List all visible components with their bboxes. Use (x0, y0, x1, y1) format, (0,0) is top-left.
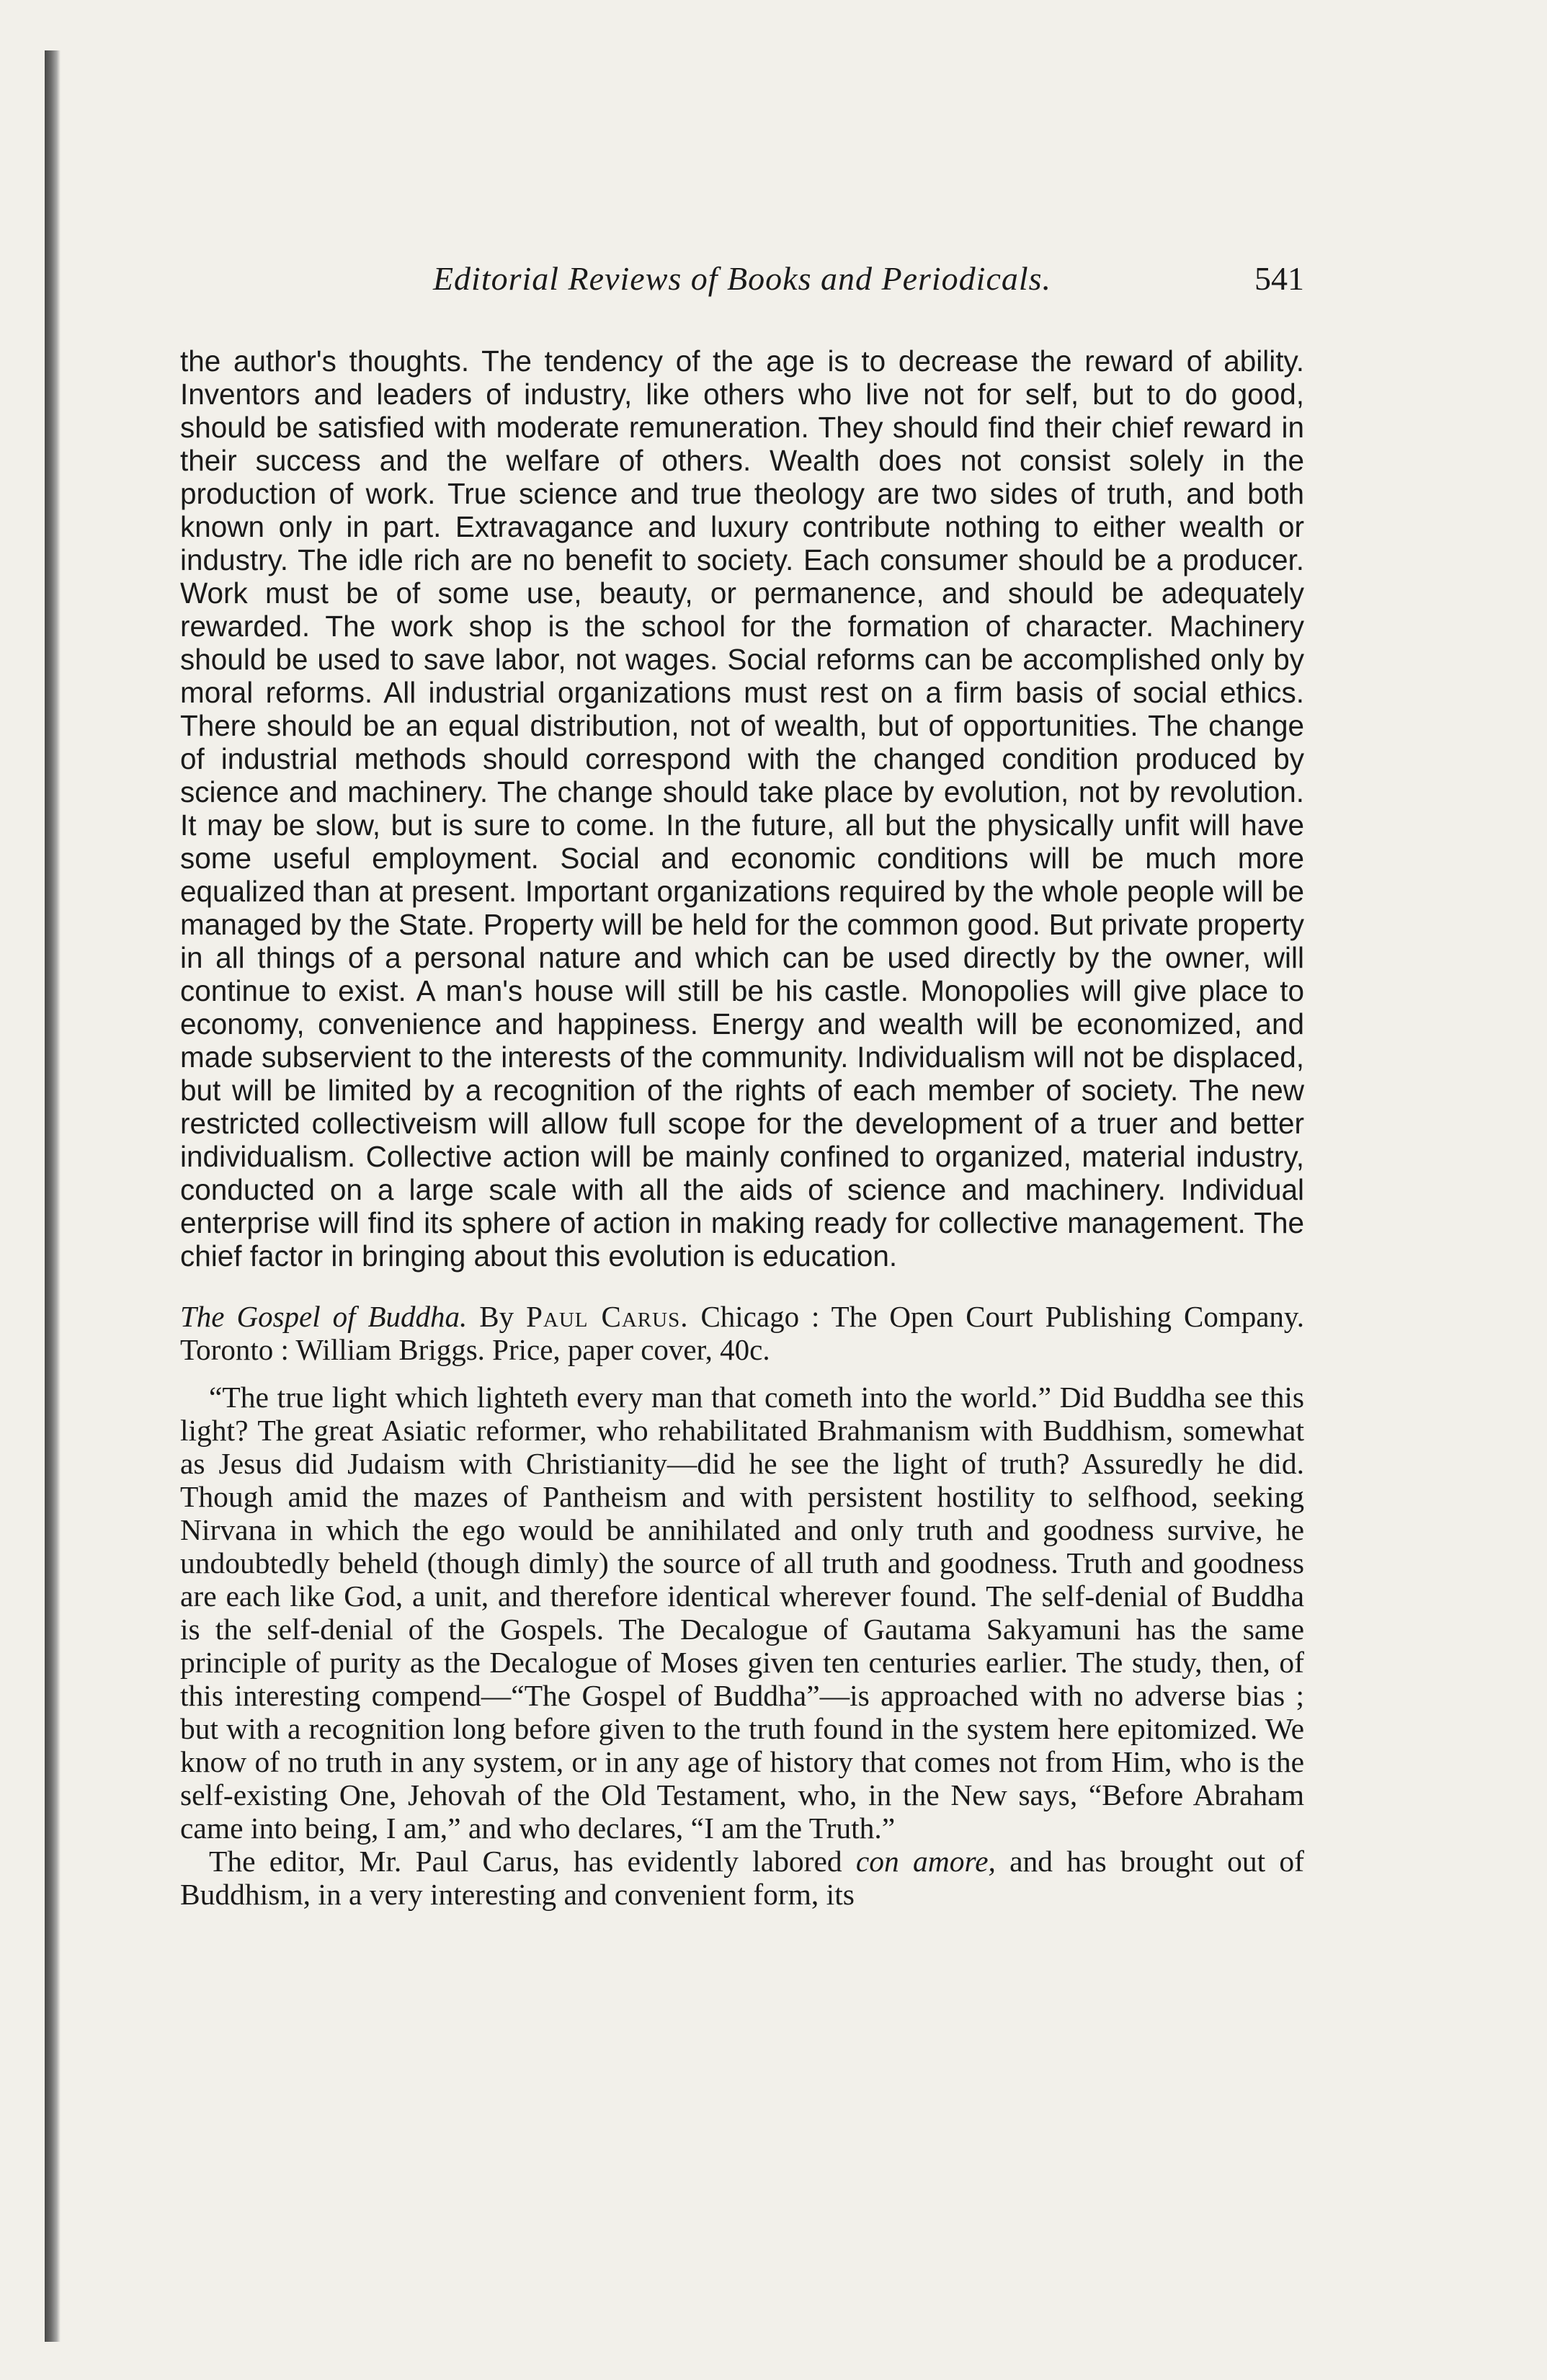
paragraph-3-italic-phrase: con amore, (855, 1845, 996, 1878)
review-publisher: Chicago : The Open Court Publishing Company. Toronto : William Briggs. Price, paper cover, 40c. (180, 1300, 1304, 1366)
page-number: 541 (1254, 260, 1304, 297)
review-author: Paul Carus. (526, 1300, 689, 1333)
book-page (180, 259, 1304, 1911)
running-head (180, 259, 1304, 310)
review-heading (180, 1300, 1304, 1366)
paragraph-3-text-start: The editor, Mr. Paul Carus, has evidently labored (209, 1845, 842, 1878)
review-by: By (479, 1300, 514, 1333)
body-paragraph-1: the author's thoughts. The tendency of the age is to decrease the reward of ability. Inventors and leaders of industry, like others who live not for self, but to do good, should be satisfied with moderate remuneration. They should find their chief reward in their success and the welfare of others. Wealth does not consist solely in the production of work. True science and true theology are two sides of truth, and both known only in part. Extravagance and luxury contribute nothing to either wealth or industry. The idle rich are no benefit to society. Each consumer should be a producer. Work must be of some use, beauty, or permanence, and should be adequately rewarded. The work shop is the school for the formation of character. Machinery should be used to save labor, not wages. Social reforms can be accomplished only by moral reforms. All industrial organizations must rest on a firm basis of social ethics. There should be an equal distribution, not of wealth, but of opportunities. The change of industrial methods should correspond with the changed condition produced by science and machinery. The change should take place by evolution, not by revolution. It may be slow, but is sure to come. In the future, all but the physically unfit will have some useful employment. Social and economic conditions will be much more equalized than at present. Important organizations required by the whole people will be managed by the State. Property will be held for the common good. But private property in all things of a personal nature and which can be used directly by the owner, will continue to exist. A man's house will still be his castle. Monopolies will give place to economy, convenience and happiness. Energy and wealth will be economized, and made subservient to the interests of the community. Individualism will not be displaced, but will be limited by a recognition of the rights of each member of society. The new restricted collectiveism will allow full scope for the development of a truer and better individualism. Collective action will be mainly confined to organized, material industry, conducted on a large scale with all the aids of science and machinery. Individual enterprise will find its sphere of action in making ready for collective management. The chief factor in bringing about this evolution is education. (180, 344, 1304, 1273)
scan-binding-edge (45, 50, 61, 2342)
body-paragraph-2: “The true light which lighteth every man that cometh into the world.” Did Buddha see this light? The great Asiatic reformer, who rehabilitated Brahmanism with Buddhism, somewhat as Jesus did Judaism with Christianity—did he see the light of truth? Assuredly he did. Though amid the mazes of Pantheism and with persistent hostility to selfhood, seeking Nirvana in which the ego would be annihilated and only truth and goodness survive, he undoubtedly beheld (though dimly) the source of all truth and goodness. Truth and goodness are each like God, a unit, and therefore identical wherever found. The self-denial of Buddha is the self-denial of the Gospels. The Decalogue of Gautama Sakyamuni has the same principle of purity as the Decalogue of Moses given ten centuries earlier. The study, then, of this interesting compend—“The Gospel of Buddha”—is approached with no adverse bias ; but with a recognition long before given to the truth found in the system here epitomized. We know of no truth in any system, or in any age of history that comes not from Him, who is the self-existing One, Jehovah of the Old Testament, who, in the New says, “Before Abraham came into being, I am,” and who declares, “I am the Truth.” (180, 1381, 1304, 1845)
paragraph-3-text-end: and has brought out of Buddhism, in a very interesting and convenient form, its (180, 1845, 1304, 1911)
body-paragraph-3 (180, 1845, 1304, 1911)
review-book-title: The Gospel of Buddha. (180, 1300, 468, 1333)
running-head-title: Editorial Reviews of Books and Periodicals. (432, 260, 1052, 297)
